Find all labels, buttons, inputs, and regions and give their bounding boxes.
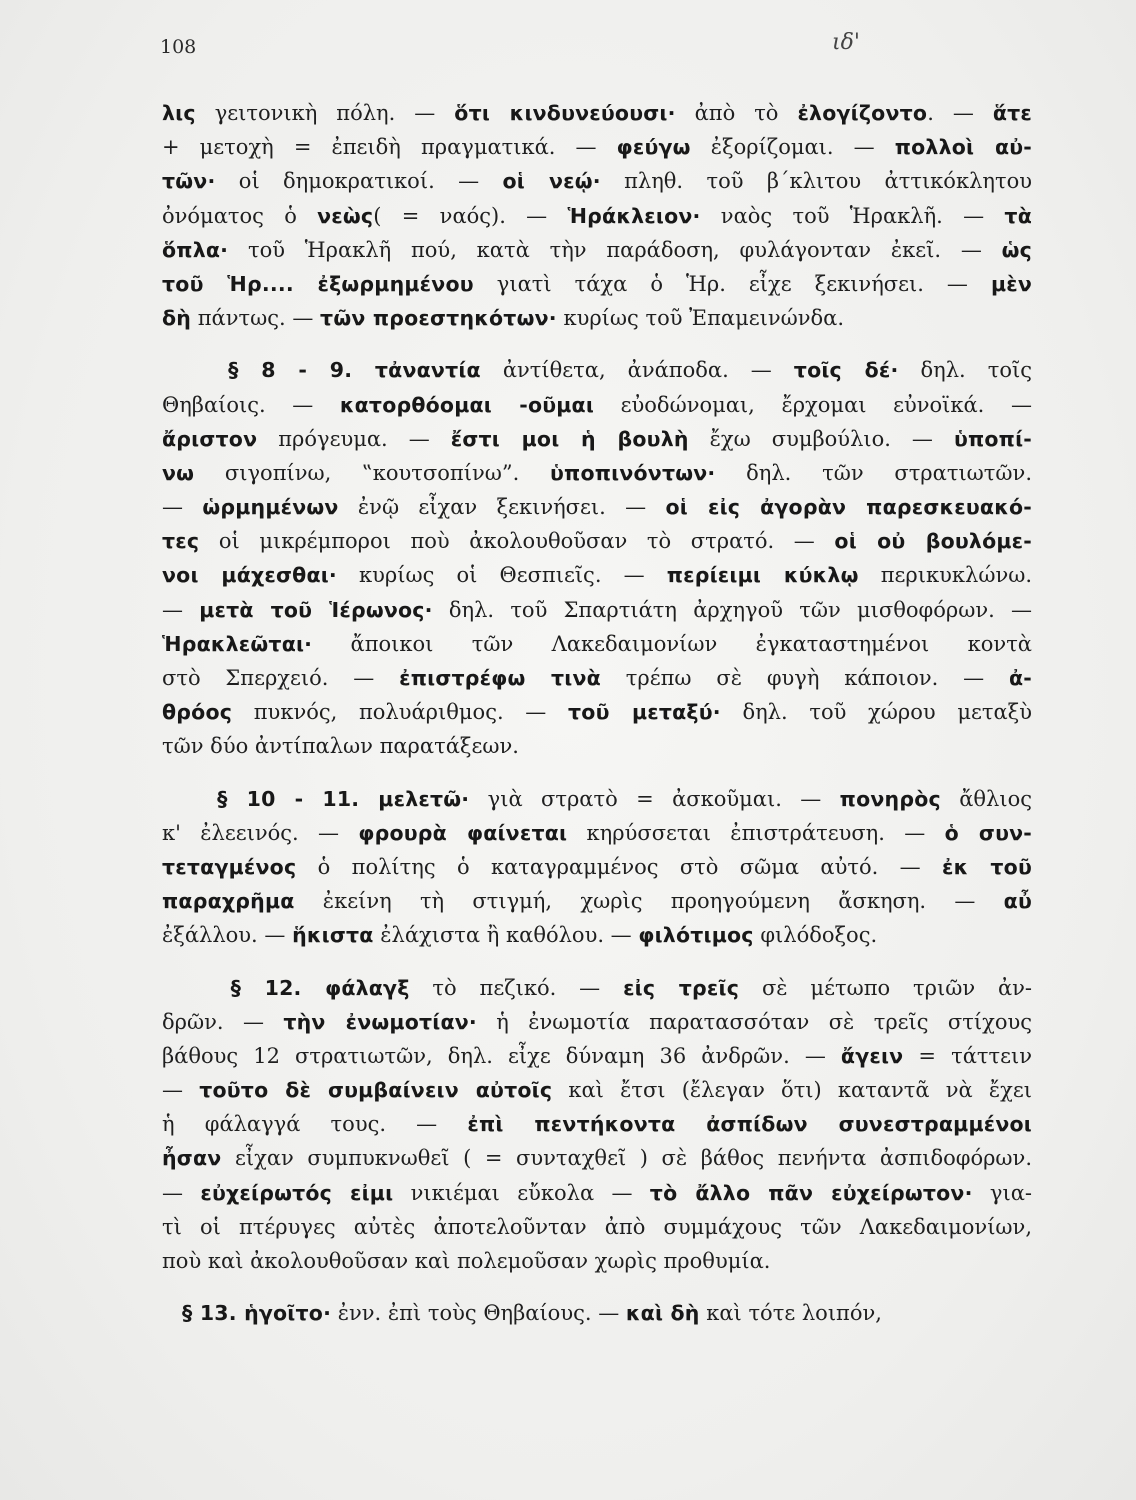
- lemma-bold: § 8 - 9. τἀναντία: [228, 358, 481, 383]
- text-line: [162, 695, 1032, 729]
- lemma-bold: ὑποπινόντων·: [549, 460, 716, 485]
- gloss-text: τὸ πεζικό. —: [409, 975, 624, 1000]
- text-line: [162, 164, 1032, 198]
- gloss-text: τὶ οἱ πτέρυγες αὐτὲς ἀποτελοῦνταν ἀπὸ συμμάχους τῶν Λακεδαιμονίων,: [162, 1214, 1032, 1239]
- lemma-bold: ὑποπί-: [953, 426, 1032, 451]
- gloss-text: σὲ μέτωπο τριῶν ἀν-: [739, 975, 1033, 1000]
- gloss-text: σιγοπίνω, ‟κουτσοπίνω”.: [194, 460, 550, 485]
- gloss-text: κηρύσσεται ἐπιστράτευση. —: [567, 820, 945, 845]
- text-line: [162, 199, 1032, 233]
- text-line: [162, 490, 1032, 524]
- gloss-text: φιλόδοξος.: [753, 923, 878, 948]
- gloss-text: γιατὶ τάχα ὁ Ἡρ. εἶχε ξεκινήσει. —: [473, 271, 991, 296]
- text-line: [162, 1244, 1032, 1278]
- page-number: 108: [160, 36, 197, 58]
- lemma-bold: φεύγω: [616, 135, 691, 160]
- lemma-bold: θρόος: [162, 700, 233, 725]
- text-line: [162, 388, 1032, 422]
- gloss-text: [162, 1301, 182, 1325]
- gloss-text: ἡ φάλαγγά τους. —: [162, 1112, 468, 1137]
- lemma-bold: § 13. ἡγοῖτο·: [182, 1301, 332, 1326]
- lemma-bold: ὅτι κινδυνεύουσι·: [454, 101, 676, 125]
- gloss-text: δρῶν. —: [162, 1009, 284, 1034]
- gloss-text: ἐνν. ἐπὶ τοὺς Θηβαίους. —: [331, 1301, 626, 1326]
- gloss-text: ἐνῷ εἶχαν ξεκινήσει. —: [338, 495, 666, 520]
- text-line: [162, 1073, 1032, 1107]
- lemma-bold: οἱ εἰς ἀγορὰν παρεσκευακό-: [665, 495, 1032, 520]
- paragraph: [162, 782, 1032, 953]
- gloss-text: ἐκείνη τὴ στιγμή, χωρὶς προηγούμενη ἄσκηση. —: [294, 889, 1004, 914]
- gloss-text: κ' ἐλεεινός. —: [162, 820, 359, 845]
- text-line: [162, 884, 1032, 918]
- gloss-text: ὀνόματος ὁ: [162, 203, 318, 228]
- gloss-text: οἱ μικρέμποροι ποὺ ἀκολουθοῦσαν τὸ στρατό. —: [199, 529, 835, 554]
- lemma-bold: τοῦτο δὲ συμβαίνειν αὐτοῖς: [199, 1078, 553, 1103]
- text-line: [162, 627, 1032, 661]
- text-line: [162, 1141, 1032, 1175]
- lemma-bold: τοῦ Ἡρ.... ἐξωρμημένου: [162, 271, 474, 296]
- gloss-text: τοῦ Ἡρακλῆ πού, κατὰ τὴν παράδοση, φυλάγονταν ἐκεῖ. —: [228, 237, 1002, 262]
- gloss-text: Θηβαίοις. —: [162, 392, 340, 417]
- lemma-bold: § 10 - 11. μελετῶ·: [217, 786, 470, 811]
- lemma-bold: § 12. φάλαγξ: [230, 975, 410, 1000]
- gloss-text: γιὰ στρατὸ = ἀσκοῦμαι. —: [469, 786, 840, 811]
- gloss-text: νικιέμαι εὔκολα —: [393, 1180, 650, 1205]
- lemma-bold: νω: [162, 460, 195, 485]
- paragraph: [162, 1296, 1032, 1330]
- gloss-text: —: [162, 1180, 201, 1205]
- lemma-bold: εἰς τρεῖς: [623, 975, 740, 1000]
- lemma-bold: ἐπιστρέφω τινὰ: [399, 666, 601, 690]
- gloss-text: . —: [927, 101, 993, 125]
- lemma-bold: περίειμι κύκλῳ: [666, 563, 859, 588]
- gloss-text: [162, 787, 217, 811]
- lemma-bold: νοι μάχεσθαι·: [162, 563, 337, 588]
- text-line: [162, 301, 1032, 335]
- gloss-text: ποὺ καὶ ἀκολουθοῦσαν καὶ πολεμοῦσαν χωρὶς προθυμία.: [162, 1249, 771, 1273]
- text-line: [162, 353, 1032, 387]
- text-line: [162, 422, 1032, 456]
- gloss-text: [162, 976, 231, 1000]
- lemma-bold: νεὼς: [317, 203, 374, 228]
- text-line: [162, 593, 1032, 627]
- lemma-bold: ὅπλα·: [162, 237, 229, 262]
- gloss-text: καὶ τότε λοιπόν,: [699, 1301, 882, 1326]
- lemma-bold: καὶ δὴ: [625, 1301, 700, 1326]
- text-line: [162, 558, 1032, 592]
- text-line: [162, 850, 1032, 884]
- text-line: [162, 1176, 1032, 1210]
- lemma-bold: τες: [162, 529, 200, 554]
- lemma-bold: ἦσαν: [162, 1146, 222, 1171]
- lemma-bold: λις: [162, 101, 196, 125]
- gloss-text: κυρίως οἱ Θεσπιεῖς. —: [336, 563, 667, 588]
- gloss-text: ( = ναός). —: [373, 203, 568, 228]
- text-line: [162, 233, 1032, 267]
- gloss-text: ἔχω συμβούλιο. —: [688, 426, 954, 451]
- gloss-text: γειτονικὴ πόλη. —: [195, 101, 455, 125]
- lemma-bold: ἐλογίζοντο: [797, 101, 928, 125]
- text-line: [162, 524, 1032, 558]
- gloss-text: εὐοδώνομαι, ἔρχομαι εὐνοϊκά. —: [594, 392, 1032, 417]
- text-line: [162, 1107, 1032, 1141]
- lemma-bold: τὰ: [1004, 203, 1032, 228]
- gloss-text: δηλ. τοῦ χώρου μεταξὺ: [720, 700, 1032, 725]
- lemma-bold: ὡς: [1001, 237, 1032, 262]
- gloss-text: τρέπω σὲ φυγὴ κάποιον. —: [600, 666, 1009, 690]
- gloss-text: πρόγευμα. —: [257, 426, 451, 451]
- gloss-text: [162, 358, 228, 382]
- gloss-text: πληθ. τοῦ β΄κλιτου ἀττικόκλητου: [600, 169, 1032, 194]
- gloss-text: δηλ. τῶν στρατιωτῶν.: [715, 460, 1032, 485]
- lemma-bold: οἱ νεῴ·: [502, 169, 601, 194]
- lemma-bold: ἐκ τοῦ: [942, 854, 1032, 879]
- gloss-text: περικυκλώνω.: [858, 563, 1033, 588]
- handwritten-page-mark: ιδ': [832, 30, 860, 55]
- lemma-bold: παραχρῆμα: [162, 889, 295, 914]
- gloss-text: πυκνός, πολυάριθμος. —: [232, 700, 568, 725]
- lemma-bold: αὖ: [1003, 889, 1032, 914]
- text-line: [162, 267, 1032, 301]
- lemma-bold: τῶν·: [162, 169, 216, 194]
- paragraph: [162, 971, 1032, 1279]
- lemma-bold: τὴν ἐνωμοτίαν·: [283, 1009, 477, 1034]
- gloss-text: —: [162, 1078, 200, 1103]
- gloss-text: ἐξάλλου. —: [162, 923, 293, 948]
- gloss-text: κυρίως τοῦ Ἐπαμεινώνδα.: [556, 306, 844, 331]
- commentary-text: [162, 96, 1032, 1330]
- gloss-text: ἀντίθετα, ἀνάποδα. —: [480, 358, 794, 383]
- lemma-bold: τοῦ μεταξύ·: [568, 700, 721, 725]
- gloss-text: ὁ πολίτης ὁ καταγραμμένος στὸ σῶμα αὐτό. —: [296, 854, 942, 879]
- gloss-text: δηλ. τοῦ Σπαρτιάτη ἀρχηγοῦ τῶν μισθοφόρων. —: [432, 597, 1032, 622]
- text-line: [162, 1296, 1032, 1330]
- gloss-text: ἀπὸ τὸ: [675, 101, 798, 125]
- lemma-bold: μετὰ τοῦ Ἱέρωνος·: [199, 597, 433, 622]
- lemma-bold: τὸ ἄλλο πᾶν εὐχείρωτον·: [649, 1180, 973, 1205]
- paragraph: [162, 353, 1032, 763]
- lemma-bold: Ἡρακλεῶται·: [162, 631, 313, 656]
- text-line: [162, 1210, 1032, 1244]
- text-line: [162, 816, 1032, 850]
- text-line: [162, 1039, 1032, 1073]
- text-line: [162, 918, 1032, 952]
- lemma-bold: ἐπὶ πεντήκοντα ἀσπίδων συνεστραμμένοι: [467, 1112, 1032, 1137]
- gloss-text: —: [162, 495, 203, 520]
- lemma-bold: δὴ: [162, 306, 192, 331]
- gloss-text: ἄποικοι τῶν Λακεδαιμονίων ἐγκαταστημένοι κοντὰ: [312, 631, 1032, 656]
- lemma-bold: φιλότιμος: [638, 923, 754, 948]
- lemma-bold: εὐχείρωτός εἰμι: [200, 1180, 394, 1205]
- lemma-bold: τοῖς δέ·: [793, 358, 899, 383]
- text-line: [162, 130, 1032, 164]
- lemma-bold: οἱ οὐ βουλόμε-: [834, 529, 1032, 554]
- gloss-text: τῶν δύο ἀντίπαλων παρατάξεων.: [162, 734, 519, 759]
- gloss-text: δηλ. τοῖς: [898, 358, 1032, 383]
- gloss-text: καὶ ἔτσι (ἔλεγαν ὅτι) καταντᾶ νὰ ἔχει: [552, 1078, 1032, 1103]
- text-line: [162, 661, 1032, 695]
- lemma-bold: τεταγμένος: [162, 854, 297, 879]
- lemma-bold: ἅτε: [992, 101, 1033, 125]
- lemma-bold: Ἡράκλειον·: [567, 203, 701, 228]
- paragraph: [162, 96, 1032, 335]
- text-line: [162, 782, 1032, 816]
- lemma-bold: μὲν: [990, 271, 1032, 296]
- lemma-bold: πολλοὶ αὐ-: [894, 135, 1032, 160]
- gloss-text: πάντως. —: [191, 306, 321, 331]
- lemma-bold: κατορθόομαι -οῦμαι: [339, 392, 595, 417]
- gloss-text: = τάττειν: [903, 1043, 1032, 1068]
- lemma-bold: ἄριστον: [162, 426, 258, 451]
- gloss-text: για-: [972, 1180, 1032, 1205]
- gloss-text: ἄθλιος: [940, 786, 1032, 811]
- gloss-text: ἡ ἐνωμοτία παρατασσόταν σὲ τρεῖς στίχους: [476, 1009, 1033, 1034]
- gloss-text: εἶχαν συμπυκνωθεῖ ( = συνταχθεῖ ) σὲ βάθος πενήντα ἀσπιδοφόρων.: [221, 1146, 1032, 1171]
- gloss-text: ναὸς τοῦ Ἡρακλῆ. —: [700, 203, 1005, 228]
- lemma-bold: τῶν προεστηκότων·: [320, 306, 557, 331]
- lemma-bold: φρουρὰ φαίνεται: [358, 820, 568, 845]
- gloss-text: βάθους 12 στρατιωτῶν, δηλ. εἶχε δύναμη 36 ἀνδρῶν. —: [162, 1043, 841, 1068]
- gloss-text: + μετοχὴ = ἐπειδὴ πραγματικά. —: [162, 135, 617, 160]
- lemma-bold: πονηρὸς: [839, 786, 941, 811]
- lemma-bold: ἄγειν: [840, 1043, 904, 1068]
- gloss-text: ἐξορίζομαι. —: [690, 135, 895, 160]
- lemma-bold: ἥκιστα: [292, 923, 374, 948]
- gloss-text: —: [162, 597, 200, 622]
- gloss-text: ἐλάχιστα ἢ καθόλου. —: [373, 923, 639, 948]
- lemma-bold: ὁ συν-: [944, 820, 1032, 845]
- text-line: [162, 971, 1032, 1005]
- lemma-bold: ἀ-: [1009, 666, 1032, 690]
- gloss-text: οἱ δημοκρατικοί. —: [215, 169, 503, 194]
- lemma-bold: ἔστι μοι ἡ βουλὴ: [450, 426, 689, 451]
- text-line: [162, 729, 1032, 763]
- text-line: [162, 96, 1032, 130]
- text-line: [162, 1005, 1032, 1039]
- text-line: [162, 456, 1032, 490]
- lemma-bold: ὡρμημένων: [202, 495, 339, 520]
- gloss-text: στὸ Σπερχειό. —: [162, 666, 400, 690]
